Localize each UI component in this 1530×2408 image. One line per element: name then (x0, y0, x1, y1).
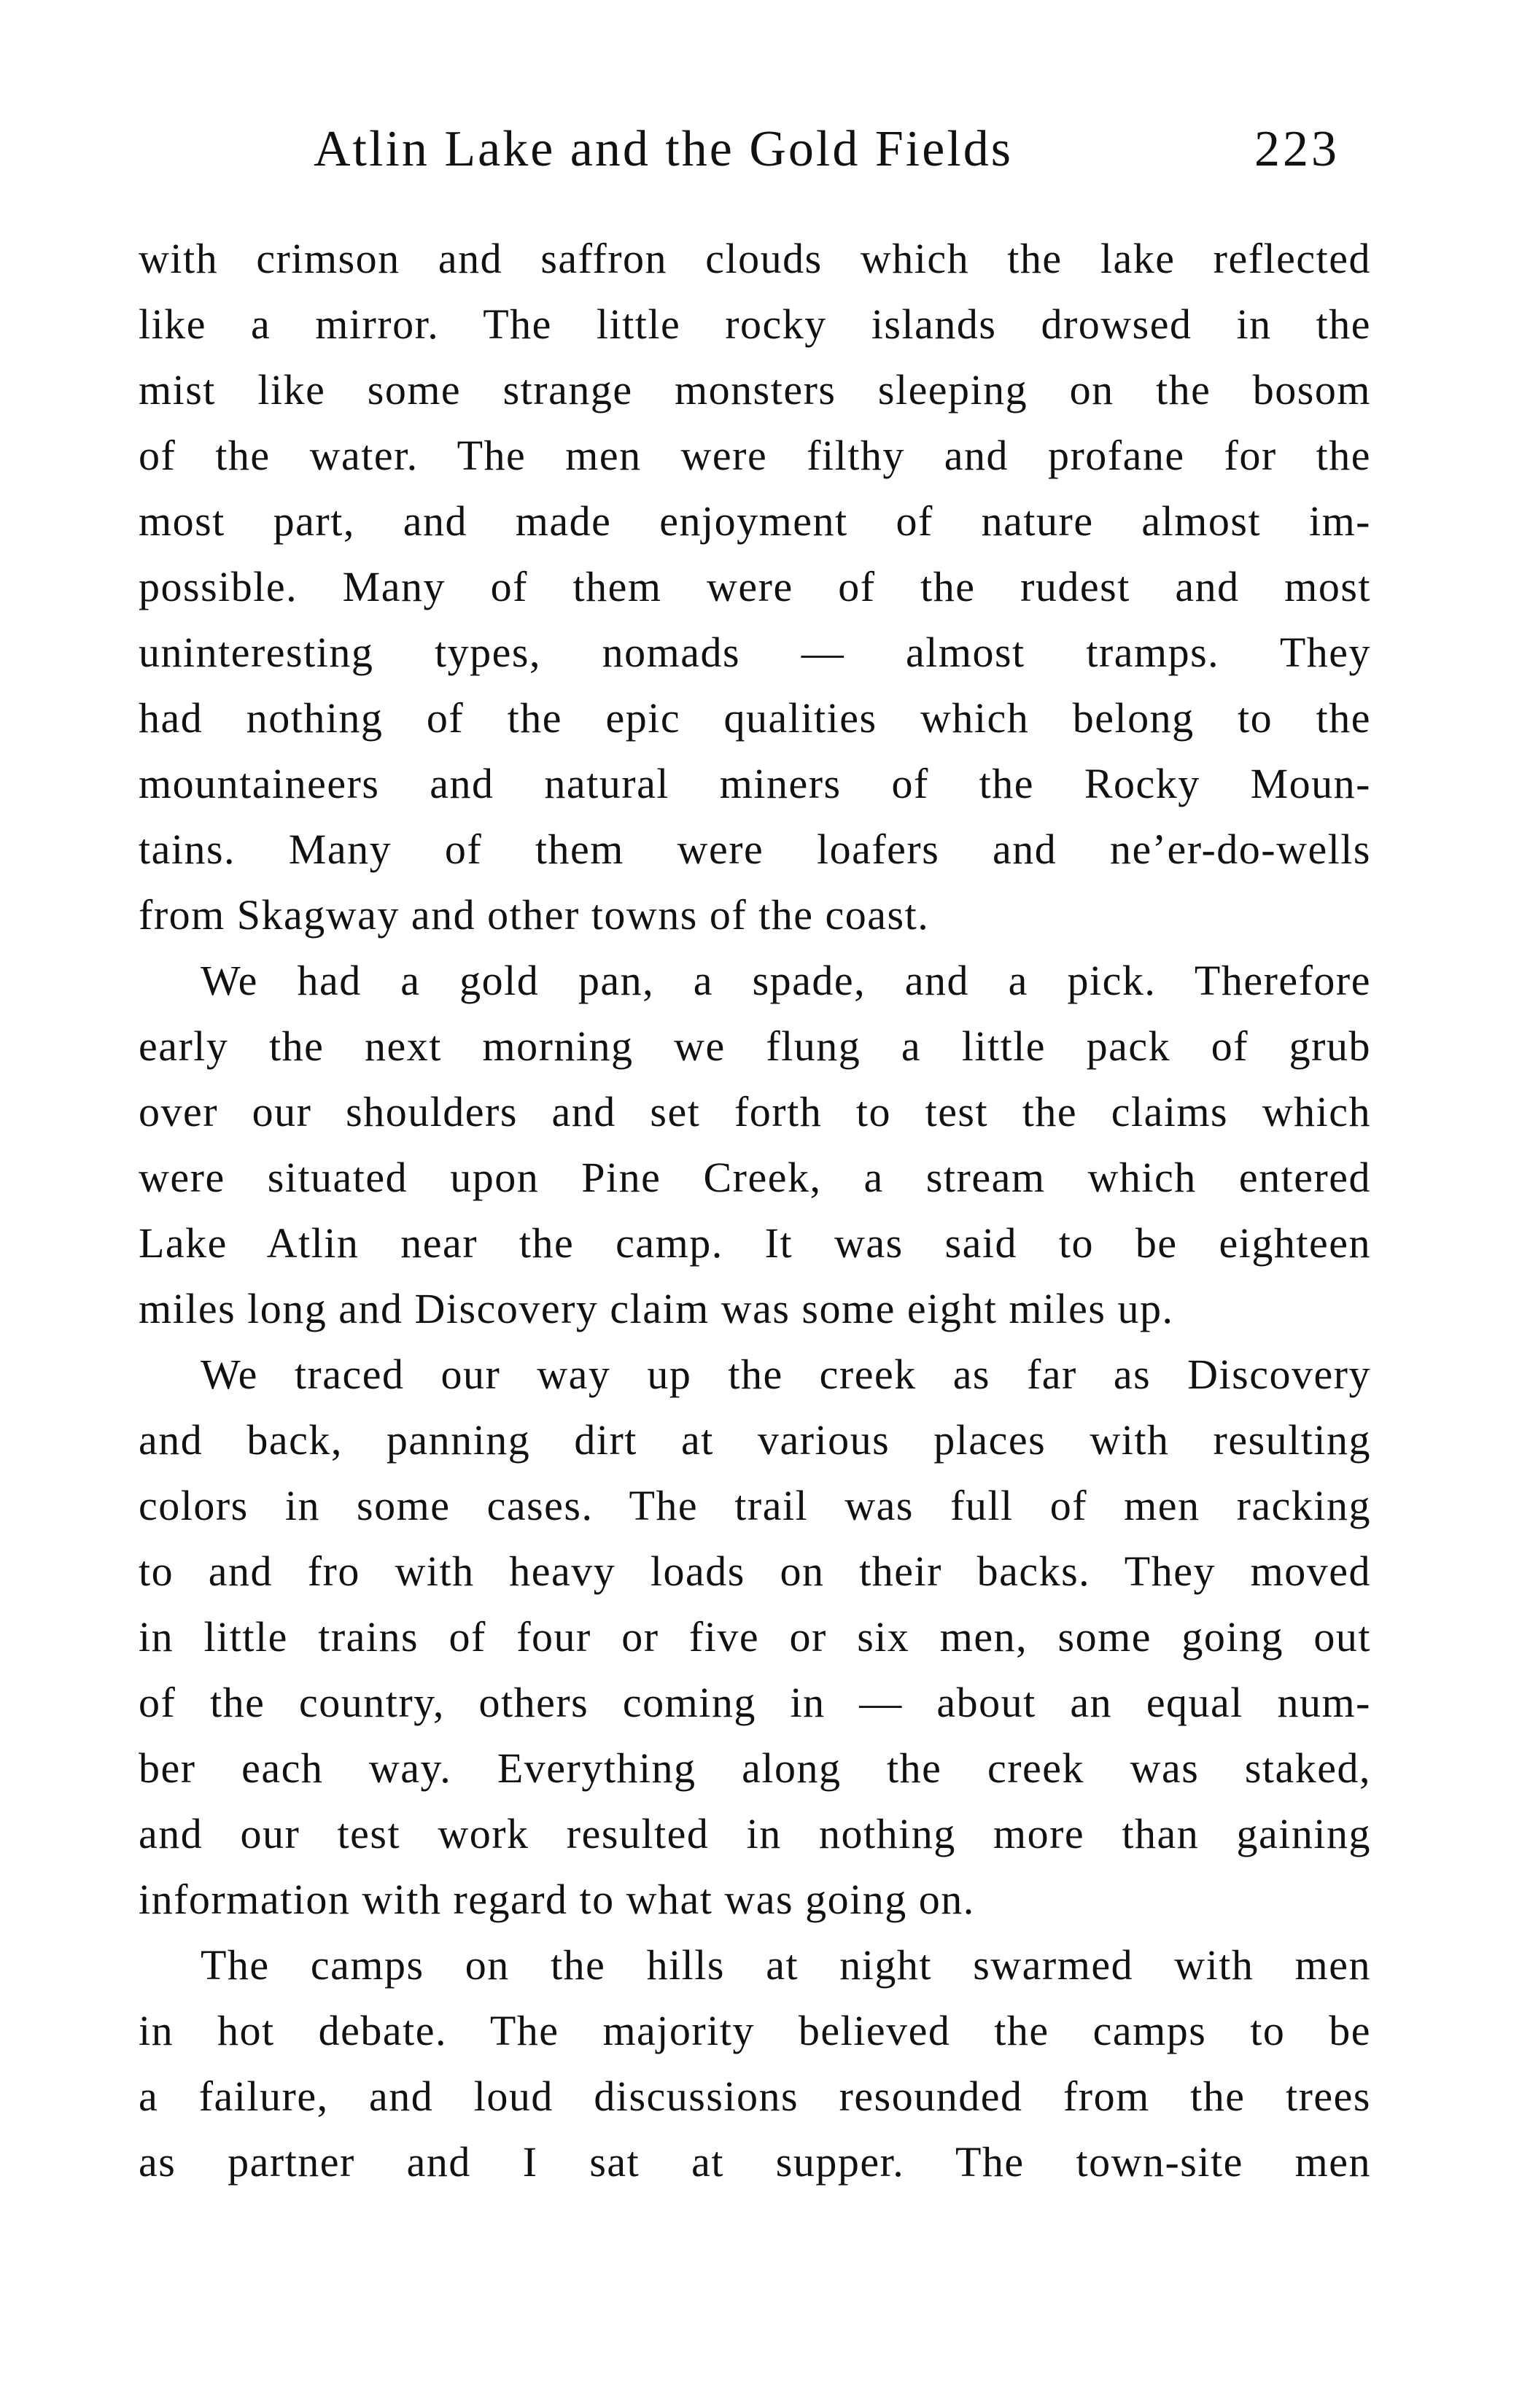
paragraph (139, 1342, 1371, 1933)
text-line: to and fro with heavy loads on their backs. They moved (139, 1547, 1371, 1595)
text-line: tains. Many of them were loafers and ne’er-do-wells (139, 826, 1371, 873)
text-line: had nothing of the epic qualities which belong to the (139, 694, 1371, 742)
text-line: possible. Many of them were of the rudest and most (139, 563, 1371, 610)
text-line: like a mirror. The little rocky islands drowsed in the (139, 300, 1371, 348)
text-line: ber each way. Everything along the creek was staked, (139, 1744, 1371, 1792)
text-line: were situated upon Pine Creek, a stream which entered (139, 1154, 1371, 1201)
text-line: The camps on the hills at night swarmed with men (201, 1941, 1371, 1989)
text-line: in hot debate. The majority believed the camps to be (139, 2007, 1371, 2054)
text-line: most part, and made enjoyment of nature almost im- (139, 497, 1371, 545)
text-line: uninteresting types, nomads — almost tramps. They (139, 629, 1371, 676)
text-line: and our test work resulted in nothing more than gaining (139, 1810, 1371, 1857)
text-line: Lake Atlin near the camp. It was said to be eighteen (139, 1219, 1371, 1267)
text-line: of the water. The men were filthy and profane for the (139, 432, 1371, 479)
text-line: We traced our way up the creek as far as Discovery (201, 1351, 1371, 1398)
text-line: mountaineers and natural miners of the Rocky Moun- (139, 760, 1371, 807)
text-line: and back, panning dirt at various places with resulting (139, 1416, 1371, 1464)
paragraph (139, 948, 1371, 1342)
body-text (139, 226, 1371, 2195)
text-line: as partner and I sat at supper. The town-site men (139, 2138, 1371, 2186)
text-line: colors in some cases. The trail was full of men racking (139, 1482, 1371, 1529)
text-line: a failure, and loud discussions resounded from the trees (139, 2073, 1371, 2120)
page-header (0, 109, 1530, 190)
running-title: Atlin Lake and the Gold Fields (314, 121, 1014, 177)
text-line: early the next morning we flung a little pack of grub (139, 1022, 1371, 1070)
text-line: with crimson and saffron clouds which the lake reflected (139, 235, 1371, 282)
text-line: We had a gold pan, a spade, and a pick. Therefore (201, 957, 1371, 1004)
text-line: mist like some strange monsters sleeping on the bosom (139, 366, 1371, 413)
page-number: 223 (1254, 121, 1340, 177)
paragraph (139, 1933, 1371, 2195)
paragraph (139, 226, 1371, 948)
text-line: miles long and Discovery claim was some eight miles up. (139, 1285, 1174, 1332)
text-line: information with regard to what was going on. (139, 1876, 975, 1923)
text-line: in little trains of four or five or six men, some going out (139, 1613, 1371, 1661)
text-line: of the country, others coming in — about an equal num- (139, 1679, 1371, 1726)
text-line: from Skagway and other towns of the coast. (139, 891, 930, 939)
text-line: over our shoulders and set forth to test the claims which (139, 1088, 1371, 1135)
